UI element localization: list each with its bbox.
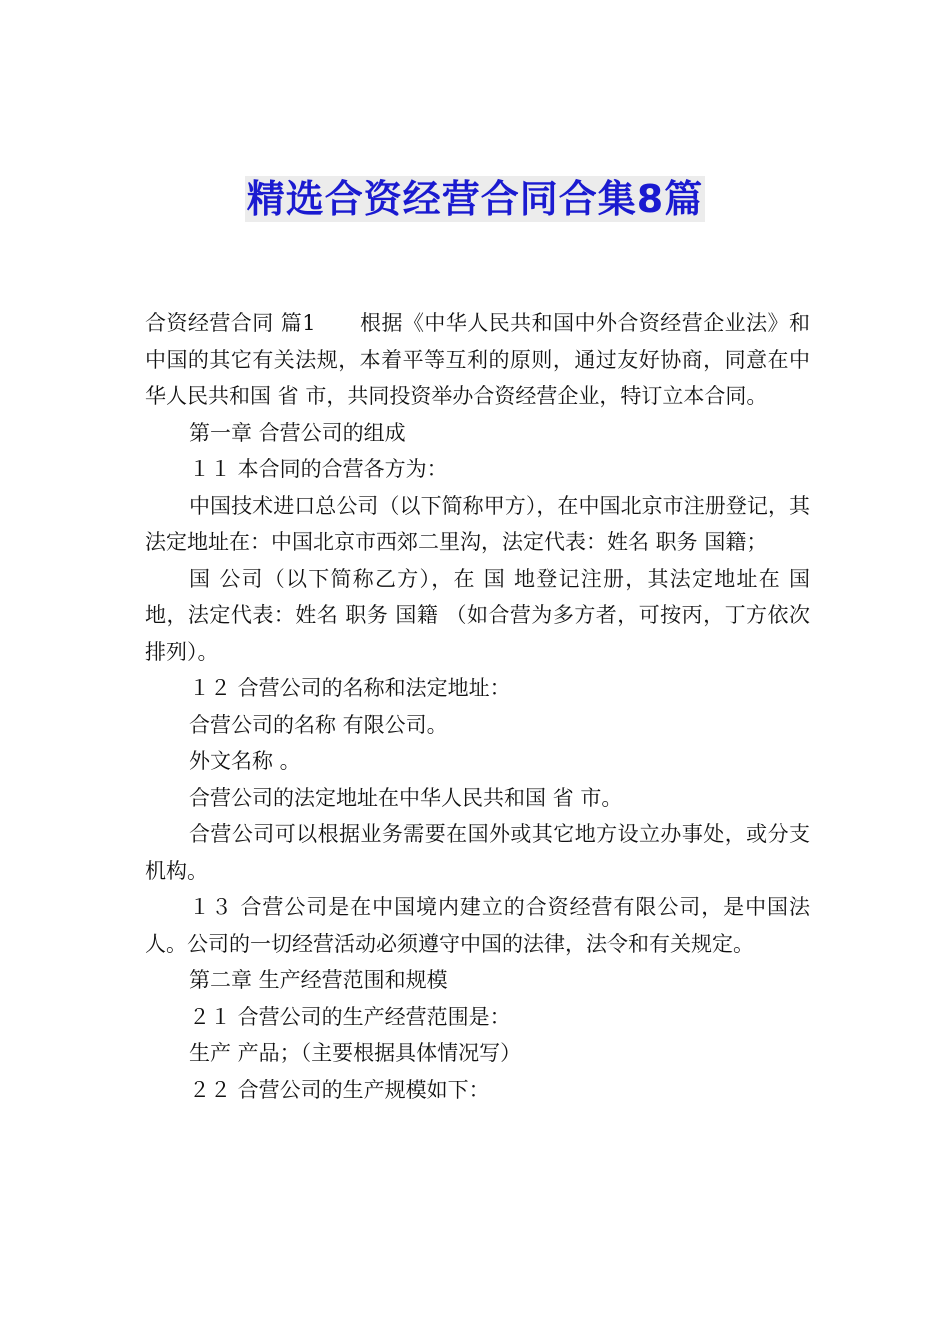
document-body — [145, 305, 810, 1108]
paragraph: 合营公司的名称 有限公司。 — [189, 712, 448, 737]
paragraph-text: 根据《中华人民共和国中外合资经营企业法》和中国的其它有关法规，本着平等互利的原则，通过友好协商，同意在中华人民共和国 省 市，共同投资举办合资经营企业，特订立本合同。 — [145, 311, 810, 408]
clause: ２１ 合营公司的生产经营范围是： — [189, 1004, 511, 1029]
paragraph: 生产 产品；（主要根据具体情况写） — [189, 1041, 522, 1065]
paragraph: 合营公司的法定地址在中华人民共和国 省 市。 — [189, 785, 623, 810]
title-wrap — [0, 176, 950, 222]
paragraph: 中国技术进口总公司（以下简称甲方），在中国北京市注册登记，其法定地址在：中国北京市西郊二里沟，法定代表：姓名 职务 国籍； — [145, 493, 810, 554]
section-heading: 合资经营合同 篇1 — [145, 311, 316, 335]
clause: ２２ 合营公司的生产规模如下： — [189, 1077, 490, 1102]
paragraph: 外文名称 。 — [189, 749, 301, 773]
chapter-heading: 第二章 生产经营范围和规模 — [189, 968, 448, 992]
document-title: 精选合资经营合同合集8篇 — [246, 177, 704, 221]
paragraph-intro — [145, 305, 810, 415]
clause: １１ 本合同的合营各方为： — [189, 457, 448, 481]
paragraph: 国 公司（以下简称乙方），在 国 地登记注册，其法定地址在 国 地，法定代表：姓名 职务 国籍 （如合营为多方者，可按丙，丁方依次排列）。 — [145, 566, 810, 664]
paragraph: 合营公司可以根据业务需要在国外或其它地方设立办事处，或分支机构。 — [145, 822, 810, 883]
clause: １３ 合营公司是在中国境内建立的合资经营有限公司，是中国法人。公司的一切经营活动必须遵守中国的法律，法令和有关规定。 — [145, 895, 810, 956]
clause: １２ 合营公司的名称和法定地址： — [189, 676, 511, 700]
chapter-heading: 第一章 合营公司的组成 — [189, 420, 406, 445]
